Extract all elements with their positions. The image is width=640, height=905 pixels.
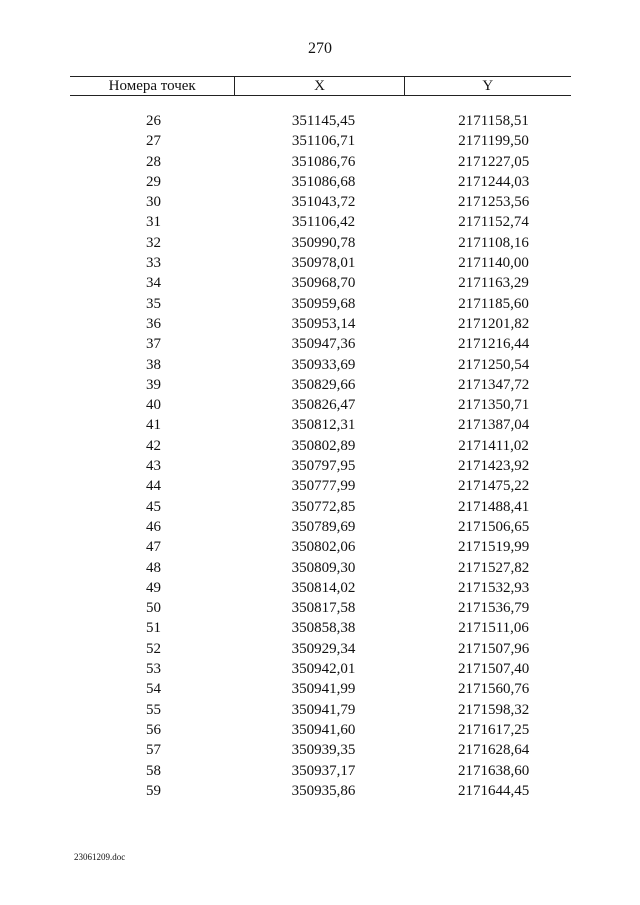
x-coordinate-cell: 350942,01 <box>291 661 356 678</box>
table-body <box>70 96 571 802</box>
point-number-cell: 38 <box>146 356 161 373</box>
table-row <box>70 111 571 131</box>
table-row <box>70 233 571 253</box>
point-number-cell: 52 <box>146 640 161 657</box>
x-coordinate-cell: 350933,69 <box>291 356 356 373</box>
table-header <box>70 77 571 96</box>
point-number-cell: 57 <box>146 742 161 759</box>
x-coordinate-cell: 350802,89 <box>291 437 356 454</box>
point-number-cell: 42 <box>146 437 161 454</box>
table-row <box>70 679 571 699</box>
table-row <box>70 253 571 273</box>
y-coordinate-cell: 2171250,54 <box>457 356 530 373</box>
x-coordinate-cell: 351106,71 <box>291 133 356 150</box>
point-number-cell: 32 <box>146 234 161 251</box>
point-number-cell: 33 <box>146 255 161 272</box>
x-coordinate-cell: 350937,17 <box>291 762 356 779</box>
point-number-cell: 31 <box>146 214 161 231</box>
x-coordinate-cell: 350826,47 <box>291 397 356 414</box>
y-coordinate-cell: 2171638,60 <box>457 762 530 779</box>
x-coordinate-cell: 350941,60 <box>291 721 356 738</box>
table-row <box>70 558 571 578</box>
y-coordinate-cell: 2171227,05 <box>457 153 530 170</box>
table-row <box>70 334 571 354</box>
x-coordinate-cell: 350829,66 <box>291 376 356 393</box>
header-x: X <box>235 77 404 96</box>
y-coordinate-cell: 2171201,82 <box>457 315 530 332</box>
x-coordinate-cell: 350953,14 <box>291 315 356 332</box>
table-row <box>70 375 571 395</box>
point-number-cell: 36 <box>146 315 161 332</box>
y-coordinate-cell: 2171185,60 <box>458 295 529 312</box>
table-row <box>70 476 571 496</box>
point-number-cell: 41 <box>146 417 161 434</box>
point-number-cell: 53 <box>146 661 161 678</box>
point-number-cell: 50 <box>146 600 161 617</box>
y-coordinate-cell: 2171507,96 <box>457 640 530 657</box>
page-number: 270 <box>308 40 332 57</box>
x-coordinate-cell: 350935,86 <box>291 782 356 799</box>
point-number-cell: 37 <box>146 336 161 353</box>
table-row <box>70 131 571 151</box>
x-coordinate-cell: 350797,95 <box>291 458 356 475</box>
x-coordinate-cell: 350939,35 <box>291 742 356 759</box>
x-coordinate-cell: 350802,06 <box>291 539 356 556</box>
y-coordinate-cell: 2171152,74 <box>458 214 529 231</box>
x-coordinate-cell: 350777,99 <box>291 478 356 495</box>
point-number-cell: 30 <box>146 194 161 211</box>
table-row <box>70 497 571 517</box>
point-number-cell: 49 <box>146 579 161 596</box>
y-coordinate-cell: 2171475,22 <box>457 478 530 495</box>
y-coordinate-cell: 2171163,29 <box>458 275 529 292</box>
point-number-cell: 27 <box>146 133 161 150</box>
table-row <box>70 781 571 801</box>
x-coordinate-cell: 351145,45 <box>291 113 356 129</box>
table-row <box>70 639 571 659</box>
y-coordinate-cell: 2171423,92 <box>457 458 530 475</box>
x-coordinate-cell: 350990,78 <box>291 234 356 251</box>
x-coordinate-cell: 351043,72 <box>291 194 356 211</box>
y-coordinate-cell: 2171216,44 <box>457 336 530 353</box>
point-number-cell: 44 <box>146 478 161 495</box>
x-coordinate-cell: 351106,42 <box>291 214 356 231</box>
x-coordinate-cell: 350809,30 <box>291 559 356 576</box>
table-row <box>70 436 571 456</box>
point-number-cell: 47 <box>146 539 161 556</box>
table-row <box>70 314 571 334</box>
coordinates-table <box>70 76 571 801</box>
header-point-numbers: Номера точек <box>70 77 235 96</box>
point-number-cell: 56 <box>146 721 161 738</box>
y-coordinate-cell: 2171108,16 <box>458 234 529 251</box>
x-coordinate-cell: 350814,02 <box>291 579 356 596</box>
y-coordinate-cell: 2171199,50 <box>458 133 529 150</box>
table-row <box>70 578 571 598</box>
y-coordinate-cell: 2171628,64 <box>457 742 530 759</box>
y-coordinate-cell: 2171253,56 <box>457 194 530 211</box>
x-coordinate-cell: 350968,70 <box>291 275 356 292</box>
x-coordinate-cell: 351086,68 <box>291 173 356 190</box>
point-number-cell: 46 <box>146 518 161 535</box>
y-coordinate-cell: 2171560,76 <box>457 681 530 698</box>
y-coordinate-cell: 2171511,06 <box>458 620 529 637</box>
x-coordinate-cell: 350959,68 <box>291 295 356 312</box>
table-row <box>70 537 571 557</box>
table-row <box>70 598 571 618</box>
table-row <box>70 192 571 212</box>
point-number-cell: 34 <box>146 275 161 292</box>
y-coordinate-cell: 2171350,71 <box>457 397 530 414</box>
point-number-cell: 59 <box>146 782 161 799</box>
point-number-cell: 39 <box>146 376 161 393</box>
y-coordinate-cell: 2171527,82 <box>457 559 530 576</box>
point-number-cell: 29 <box>146 173 161 190</box>
y-coordinate-cell: 2171387,04 <box>457 417 530 434</box>
table-row <box>70 720 571 740</box>
table-row <box>70 618 571 638</box>
table-row <box>70 395 571 415</box>
y-coordinate-cell: 2171507,40 <box>457 661 530 678</box>
point-number-cell: 40 <box>146 397 161 414</box>
y-coordinate-cell: 2171519,99 <box>457 539 530 556</box>
x-coordinate-cell: 350978,01 <box>291 255 356 272</box>
y-coordinate-cell: 2171488,41 <box>457 498 530 515</box>
x-coordinate-cell: 350817,58 <box>291 600 356 617</box>
table-row <box>70 294 571 314</box>
x-coordinate-cell: 350929,34 <box>291 640 356 657</box>
point-number-cell: 48 <box>146 559 161 576</box>
y-coordinate-cell: 2171158,51 <box>458 113 529 129</box>
x-coordinate-cell: 351086,76 <box>291 153 356 170</box>
point-number-cell: 26 <box>146 113 161 129</box>
y-coordinate-cell: 2171598,32 <box>457 701 530 718</box>
header-spacer <box>70 96 571 112</box>
x-coordinate-cell: 350812,31 <box>291 417 356 434</box>
x-coordinate-cell: 350858,38 <box>291 620 356 637</box>
point-number-cell: 58 <box>146 762 161 779</box>
y-coordinate-cell: 2171644,45 <box>457 782 530 799</box>
y-coordinate-cell: 2171617,25 <box>457 721 530 738</box>
table-row <box>70 152 571 172</box>
table-row <box>70 355 571 375</box>
y-coordinate-cell: 2171411,02 <box>458 437 529 454</box>
y-coordinate-cell: 2171140,00 <box>458 255 529 272</box>
x-coordinate-cell: 350772,85 <box>291 498 356 515</box>
table-row <box>70 761 571 781</box>
point-number-cell: 51 <box>146 620 161 637</box>
table-row <box>70 740 571 760</box>
y-coordinate-cell: 2171347,72 <box>457 376 530 393</box>
point-number-cell: 28 <box>146 153 161 170</box>
table-row <box>70 415 571 435</box>
x-coordinate-cell: 350941,99 <box>291 681 356 698</box>
header-row <box>70 77 571 96</box>
point-number-cell: 54 <box>146 681 161 698</box>
x-coordinate-cell: 350941,79 <box>291 701 356 718</box>
table-row <box>70 172 571 192</box>
x-coordinate-cell: 350789,69 <box>291 518 356 535</box>
point-number-cell: 55 <box>146 701 161 718</box>
y-coordinate-cell: 2171532,93 <box>457 579 530 596</box>
y-coordinate-cell: 2171244,03 <box>457 173 530 190</box>
table-row <box>70 212 571 232</box>
y-coordinate-cell: 2171536,79 <box>457 600 530 617</box>
header-y: Y <box>404 77 571 96</box>
table-row <box>70 517 571 537</box>
table-row <box>70 273 571 293</box>
table-row <box>70 700 571 720</box>
point-number-cell: 35 <box>146 295 161 312</box>
table-row <box>70 659 571 679</box>
y-coordinate-cell: 2171506,65 <box>457 518 530 535</box>
point-number-cell: 45 <box>146 498 161 515</box>
table-row <box>70 456 571 476</box>
document-filename: 23061209.doc <box>74 852 126 862</box>
x-coordinate-cell: 350947,36 <box>291 336 356 353</box>
point-number-cell: 43 <box>146 458 161 475</box>
